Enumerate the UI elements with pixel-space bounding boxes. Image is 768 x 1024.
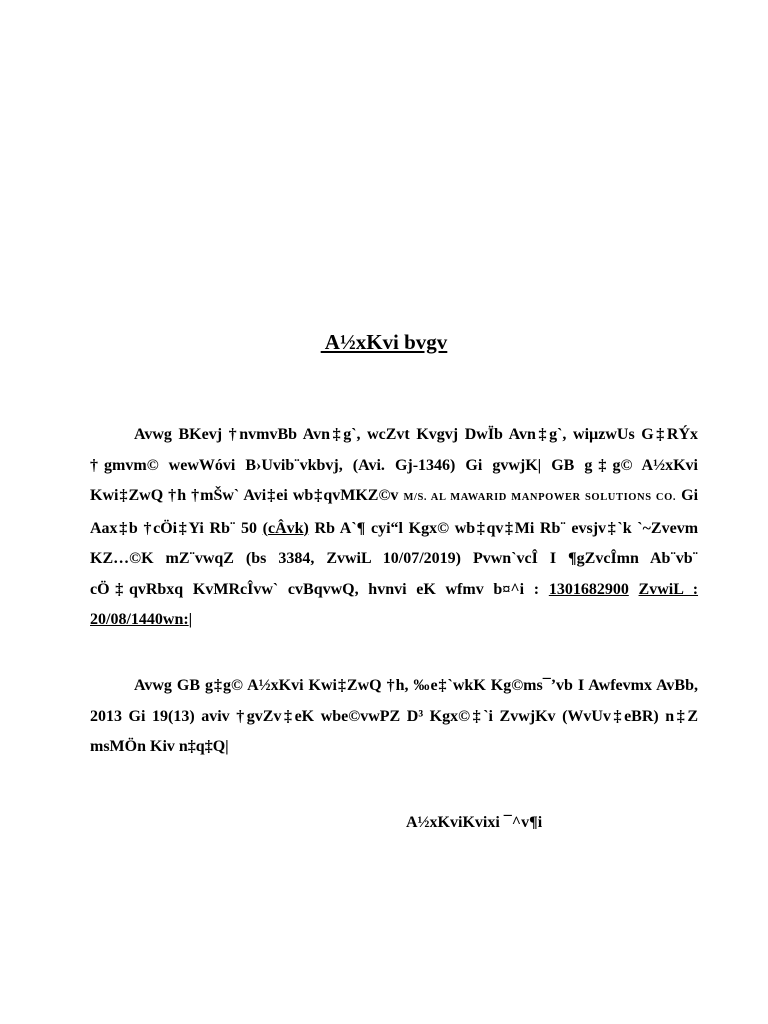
- signature-label: A½xKviKvixi ¯^v¶i: [406, 814, 543, 831]
- paragraph-2-text: Avwg GB g‡g© A½xKvi Kwi‡ZwQ †h, ‰e‡`wkK Kg©ms¯’vb I Awfevmx AvBb, 2013 Gi 19(13) aviv †gvZv‡eK wbe©vwPZ D³ Kgx©‡`i ZvwjKv (WvUv‡eBR) n‡Z msMÖn Kiv n‡q‡Q|: [90, 677, 698, 755]
- company-name: M/S. AL MAWARID MANPOWER SOLUTIONS CO.: [403, 492, 677, 503]
- worker-count-word: (cÂvk): [262, 519, 309, 537]
- paragraph-1-text-c: Rb A`¶ cyi“l Kgx© wb‡qv‡Mi Rb¨ evsjv‡`k `~Zvevm KZ…©K mZ¨vwqZ (bs 3384, ZvwiL 10/07/2019) Pvwn`vcÎ I ¶gZvcÎmn Ab¨vb¨ cÖ‡qvRbxq KvMRcÎvw` cvBqvwQ, hvnvi eK wfmv b¤^i :: [90, 519, 699, 598]
- visa-number: 1301682900: [548, 580, 629, 598]
- document-title: A½xKvi bvgv: [320, 330, 448, 354]
- paragraph-1-text-a: Avwg BKevj †nvmvBb Avn‡g`, wcZvt Kvgvj DwÏb Avn‡g`, wiµzwUs G‡RÝx †gmvm© wewWóvi B›Uvib¨vkbvj, (Avi. Gj-1346) Gi gvwjK| GB g‡g© A½xKvi Kwi‡ZwQ †h †mŠw` Avi‡ei wb‡qvMKZ©v: [90, 426, 698, 504]
- paragraph-1-end-mark: |: [188, 611, 193, 628]
- paragraph-1-text-b: Gi Aax‡b †cÖi‡Yi Rb¨ 50: [90, 487, 699, 537]
- declaration-paragraph-1: [90, 420, 698, 636]
- visa-date: ZvwiL : 20/08/1440wn:: [90, 580, 699, 628]
- declaration-paragraph-2: [90, 671, 698, 763]
